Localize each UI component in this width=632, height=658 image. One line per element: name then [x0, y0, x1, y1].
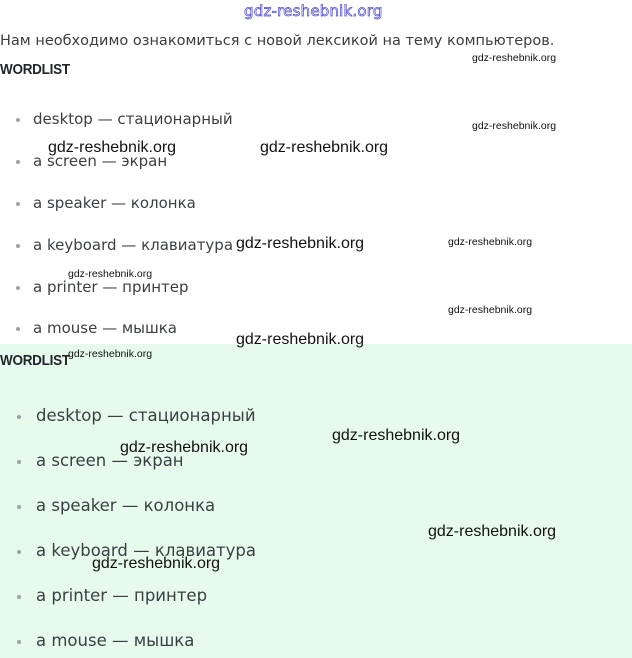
watermark: gdz-reshebnik.org — [236, 235, 365, 252]
bullet-icon — [17, 415, 21, 419]
wordlist-heading-1: WORDLIST — [0, 61, 70, 78]
list-item-text: a mouse — мышка — [36, 631, 195, 650]
bullet-icon — [16, 160, 20, 164]
bullet-icon — [17, 640, 21, 644]
bullet-icon — [16, 244, 20, 248]
watermark: gdz-reshebnik.org — [260, 139, 389, 156]
list-item-text: desktop — стационарный — [36, 406, 256, 425]
list-item-text: a mouse — мышка — [33, 319, 177, 337]
intro-text: Нам необходимо ознакомиться с новой лексикой на тему компьютеров. — [0, 33, 555, 49]
wordlist-heading-2: WORDLIST — [0, 352, 70, 369]
site-watermark: gdz-reshebnik.org — [244, 2, 383, 20]
watermark: gdz-reshebnik.org — [332, 427, 461, 444]
watermark: gdz-reshebnik.org — [472, 120, 557, 132]
bullet-icon — [16, 118, 20, 122]
list-item-text: a screen — экран — [33, 152, 168, 170]
watermark: gdz-reshebnik.org — [448, 236, 533, 248]
watermark: gdz-reshebnik.org — [472, 52, 557, 64]
list-item-text: a printer — принтер — [36, 586, 208, 605]
list-item-text: a speaker — колонка — [36, 496, 216, 515]
bullet-icon — [16, 327, 20, 331]
bullet-icon — [16, 286, 20, 290]
bullet-icon — [17, 550, 21, 554]
bullet-icon — [17, 505, 21, 509]
watermark: gdz-reshebnik.org — [48, 139, 177, 156]
watermark: gdz-reshebnik.org — [428, 523, 557, 540]
bullet-icon — [17, 595, 21, 599]
watermark: gdz-reshebnik.org — [68, 348, 153, 360]
list-item-text: a screen — экран — [36, 451, 184, 470]
watermark: gdz-reshebnik.org — [448, 304, 533, 316]
watermark: gdz-reshebnik.org — [120, 439, 249, 456]
list-item-text: a keyboard — клавиатура — [36, 541, 257, 560]
watermark: gdz-reshebnik.org — [92, 555, 221, 572]
list-item-text: a printer — принтер — [33, 278, 189, 296]
watermark: gdz-reshebnik.org — [236, 331, 365, 348]
bullet-icon — [16, 202, 20, 206]
list-item-text: desktop — стационарный — [33, 110, 233, 128]
list-item-text: a speaker — колонка — [33, 194, 196, 212]
watermark: gdz-reshebnik.org — [68, 268, 153, 280]
list-item-text: a keyboard — клавиатура — [33, 236, 234, 254]
bullet-icon — [17, 460, 21, 464]
